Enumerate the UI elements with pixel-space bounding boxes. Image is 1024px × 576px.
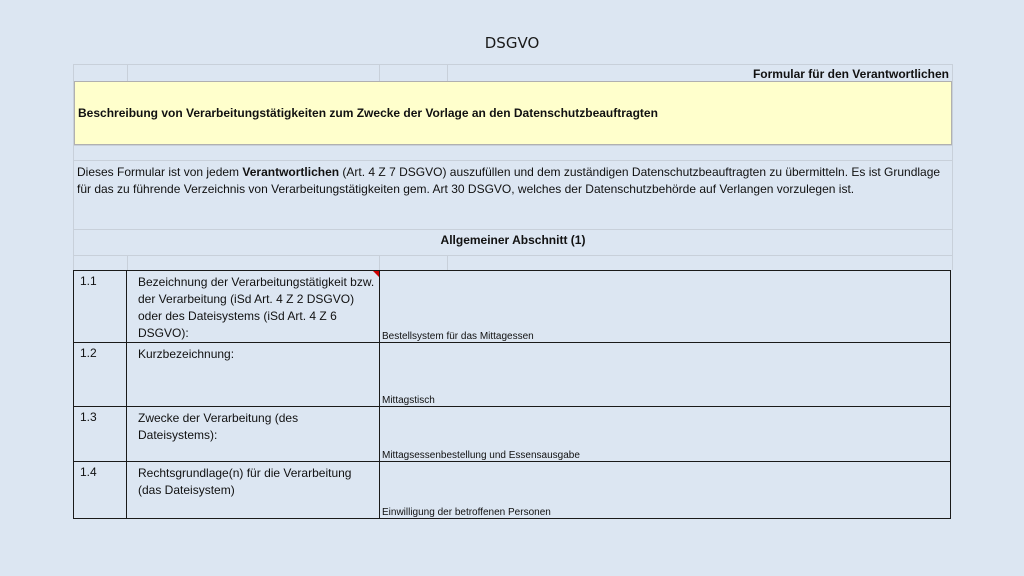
row-value: Mittagstisch bbox=[382, 395, 435, 406]
section-title: Allgemeiner Abschnitt (1) bbox=[440, 233, 586, 247]
table-row bbox=[74, 271, 951, 343]
table-row bbox=[74, 462, 951, 519]
row-number-cell bbox=[74, 407, 127, 462]
comment-indicator-icon[interactable] bbox=[373, 271, 379, 277]
row-number: 1.1 bbox=[80, 274, 97, 288]
row-label: Kurzbezeichnung: bbox=[138, 347, 235, 361]
description-title: Beschreibung von Verarbeitungstätigkeiten zum Zwecke der Vorlage an den Datenschutzbeauftragten bbox=[78, 106, 658, 120]
table-row bbox=[74, 407, 951, 462]
row-number: 1.4 bbox=[80, 465, 97, 479]
items-table bbox=[73, 270, 951, 519]
row-label: Bezeichnung der Verarbeitungstätigkeit bzw. der Verarbeitung (iSd Art. 4 Z 2 DSGVO) oder des Dateisystems (iSd Art. 4 Z 6 DSGVO): bbox=[138, 275, 375, 340]
row-value-cell[interactable] bbox=[380, 407, 951, 462]
row-number-cell bbox=[74, 462, 127, 519]
table-row bbox=[74, 343, 951, 407]
row-value: Einwilligung der betroffenen Personen bbox=[382, 507, 551, 518]
row-number-cell bbox=[74, 271, 127, 343]
intro-text: Dieses Formular ist von jedem Verantwortlichen (Art. 4 Z 7 DSGVO) auszufüllen und dem zuständigen Datenschutzbeauftragten zu übermitteln. Es ist Grundlage für das zu führende Verzeichnis von Verarbeitungstätigkeiten gem. Art 30 DSGVO, welches der Datenschutzbehörde auf Verlangen vorzulegen ist. bbox=[77, 165, 941, 196]
row-number: 1.3 bbox=[80, 410, 97, 424]
row-value-cell[interactable] bbox=[380, 462, 951, 519]
row-label-cell bbox=[127, 407, 380, 462]
spacer-row bbox=[74, 145, 952, 160]
intro-row bbox=[74, 160, 952, 229]
row-label: Zwecke der Verarbeitung (des Dateisystems): bbox=[138, 411, 299, 442]
section-row bbox=[74, 229, 952, 255]
row-label: Rechtsgrundlage(n) für die Verarbeitung (das Dateisystem) bbox=[138, 466, 352, 497]
row-label-cell bbox=[127, 343, 380, 407]
row-value-cell[interactable] bbox=[380, 343, 951, 407]
row-number-cell bbox=[74, 343, 127, 407]
row-label-cell bbox=[127, 271, 380, 343]
form-header-label: Formular für den Verantwortlichen bbox=[752, 67, 949, 81]
row-value: Mittagsessenbestellung und Essensausgabe bbox=[382, 450, 580, 461]
form-sheet bbox=[73, 64, 953, 270]
form-header-row bbox=[74, 64, 952, 81]
row-number: 1.2 bbox=[80, 346, 97, 360]
slide-title: DSGVO bbox=[484, 34, 540, 52]
description-title-row bbox=[74, 81, 952, 145]
row-label-cell bbox=[127, 462, 380, 519]
row-value-cell[interactable] bbox=[380, 271, 951, 343]
gap-row bbox=[74, 255, 952, 270]
row-value: Bestellsystem für das Mittagessen bbox=[382, 331, 534, 342]
